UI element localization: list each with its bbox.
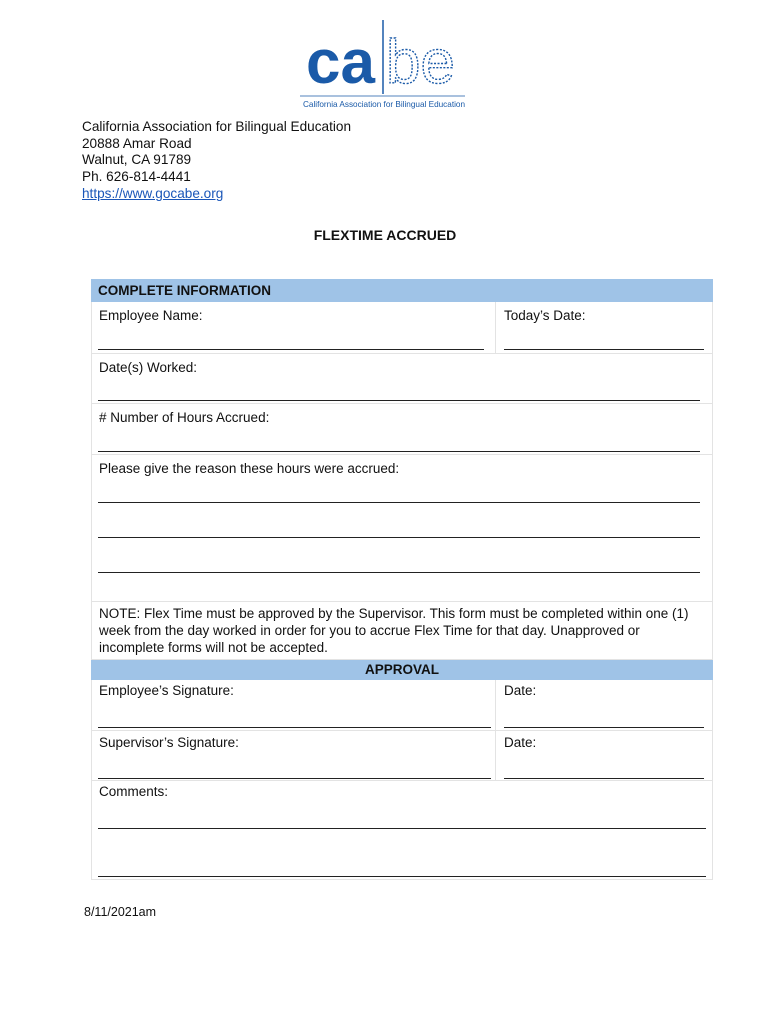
column-divider: [495, 731, 496, 780]
org-street: 20888 Amar Road: [82, 135, 192, 151]
reason-field-line-2[interactable]: [98, 537, 700, 538]
employee-name-field[interactable]: [98, 349, 484, 350]
employee-signature-label: Employee’s Signature:: [99, 683, 234, 698]
version-footer: 8/11/2021am: [84, 905, 157, 919]
employee-name-row: [91, 302, 713, 354]
logo-wordmark-right: be: [386, 28, 455, 97]
employee-name-label: Employee Name:: [99, 308, 203, 323]
comments-label: Comments:: [99, 784, 169, 799]
date-label-1: Date:: [504, 683, 537, 698]
comments-field-line-1[interactable]: [98, 828, 706, 829]
org-name: California Association for Bilingual Education: [82, 119, 352, 134]
comments-row: [91, 781, 713, 880]
column-divider: [495, 302, 496, 353]
hours-accrued-row: [91, 404, 713, 455]
hours-accrued-label: # Number of Hours Accrued:: [99, 410, 270, 425]
dates-worked-field[interactable]: [98, 400, 700, 401]
reason-field-line-3[interactable]: [98, 572, 700, 573]
section-header-approval: APPROVAL: [91, 660, 713, 680]
employee-signature-field[interactable]: [98, 727, 491, 728]
todays-date-field[interactable]: [504, 349, 704, 350]
comments-field-line-2[interactable]: [98, 876, 706, 877]
dates-worked-row: [91, 354, 713, 404]
todays-date-label: Today’s Date:: [504, 308, 586, 323]
logo-wordmark-left: ca: [306, 28, 375, 97]
date-field-1[interactable]: [504, 727, 704, 728]
reason-field-line-1[interactable]: [98, 502, 700, 503]
reason-row: [91, 455, 713, 602]
date-label-2: Date:: [504, 735, 537, 750]
supervisor-signature-row: [91, 731, 713, 781]
reason-label: Please give the reason these hours were accrued:: [99, 461, 400, 476]
flextime-form: [91, 279, 713, 880]
column-divider: [495, 680, 496, 730]
section-header-complete-information: COMPLETE INFORMATION: [91, 279, 713, 302]
address-block: [82, 119, 351, 203]
page-title: FLEXTIME ACCRUED: [313, 227, 457, 243]
hours-accrued-field[interactable]: [98, 451, 700, 452]
supervisor-signature-label: Supervisor’s Signature:: [99, 735, 239, 750]
org-phone: Ph. 626-814-4441: [82, 169, 191, 185]
supervisor-signature-field[interactable]: [98, 778, 491, 779]
note-text: NOTE: Flex Time must be approved by the Supervisor. This form must be completed within one (1) week from the day worked in order for you to accrue Flex Time for that day. Unapproved or incomplete forms will not be accepted.: [91, 602, 713, 660]
dates-worked-label: Date(s) Worked:: [99, 360, 198, 375]
logo-subtitle: California Association for Bilingual Education: [303, 100, 466, 109]
cabe-logo: [300, 18, 475, 110]
cabe-logo-graphic: [300, 18, 475, 110]
website-link[interactable]: https://www.gocabe.org: [82, 185, 224, 201]
org-city: Walnut, CA 91789: [82, 152, 192, 168]
employee-signature-row: [91, 680, 713, 731]
date-field-2[interactable]: [504, 778, 704, 779]
